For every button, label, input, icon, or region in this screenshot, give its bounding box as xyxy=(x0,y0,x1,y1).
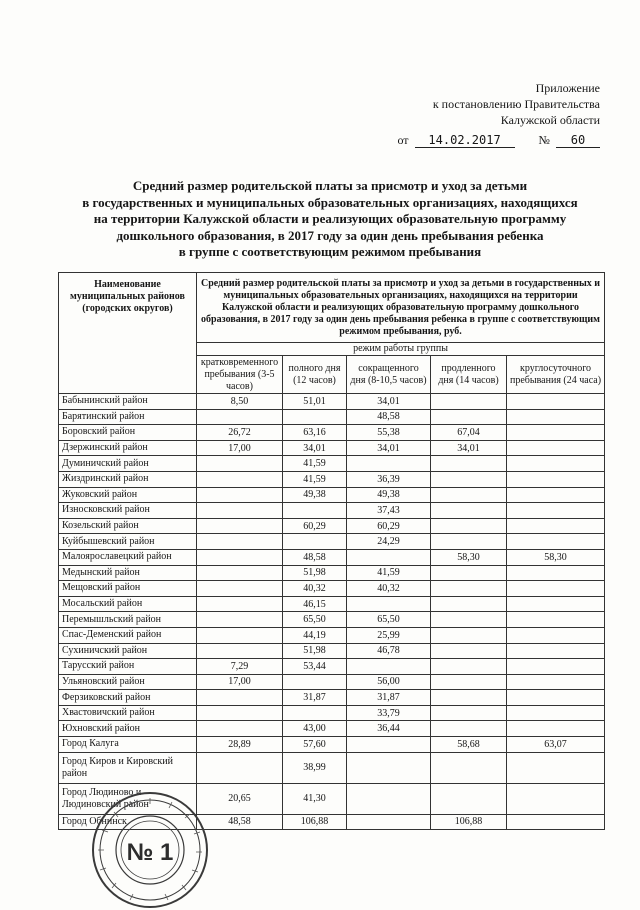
district-name-cell: Город Калуга xyxy=(59,737,197,753)
district-name-cell: Бабынинский район xyxy=(59,394,197,410)
fee-cell: 33,79 xyxy=(347,705,431,721)
district-name-cell: Город Обнинск xyxy=(59,814,197,830)
fee-cell xyxy=(431,690,507,706)
fee-cell xyxy=(197,409,283,425)
fee-cell: 65,50 xyxy=(283,612,347,628)
fee-cell xyxy=(283,705,347,721)
fee-cell: 51,98 xyxy=(283,643,347,659)
fee-cell: 38,99 xyxy=(283,752,347,783)
fee-cell xyxy=(431,581,507,597)
fee-cell xyxy=(507,659,605,675)
fee-cell xyxy=(197,503,283,519)
fees-table xyxy=(58,272,605,830)
fee-cell xyxy=(197,612,283,628)
district-name-cell: Куйбышевский район xyxy=(59,534,197,550)
fee-cell xyxy=(507,783,605,814)
table-row xyxy=(59,674,605,690)
table-row xyxy=(59,627,605,643)
fee-cell: 46,15 xyxy=(283,596,347,612)
fee-cell xyxy=(507,456,605,472)
district-name-cell: Хвастовичский район xyxy=(59,705,197,721)
district-name-cell: Ульяновский район xyxy=(59,674,197,690)
fee-cell: 49,38 xyxy=(283,487,347,503)
district-name-cell: Город Людиново и Людиновский район xyxy=(59,783,197,814)
from-label: от xyxy=(397,133,409,147)
fee-cell: 60,29 xyxy=(283,518,347,534)
table-row xyxy=(59,581,605,597)
fee-cell xyxy=(347,549,431,565)
header-col-round-the-clock: круглосуточного пребывания (24 часа) xyxy=(507,356,605,394)
fee-cell xyxy=(431,705,507,721)
table-row xyxy=(59,643,605,659)
fee-cell xyxy=(507,471,605,487)
fee-cell xyxy=(197,596,283,612)
district-name-cell: Сухиничский район xyxy=(59,643,197,659)
fee-cell xyxy=(283,503,347,519)
fee-cell: 51,98 xyxy=(283,565,347,581)
fee-cell xyxy=(283,674,347,690)
fee-cell xyxy=(197,456,283,472)
district-name-cell: Барятинский район xyxy=(59,409,197,425)
resolution-date: 14.02.2017 xyxy=(415,133,515,148)
district-name-cell: Юхновский район xyxy=(59,721,197,737)
fee-cell: 57,60 xyxy=(283,737,347,753)
fee-cell xyxy=(507,674,605,690)
fee-cell xyxy=(197,752,283,783)
header-col-extended-day: продленного дня (14 часов) xyxy=(431,356,507,394)
fee-cell xyxy=(507,690,605,706)
fee-cell: 48,58 xyxy=(347,409,431,425)
fee-cell: 49,38 xyxy=(347,487,431,503)
fee-cell xyxy=(197,565,283,581)
header-col-short-stay: кратковременного пребывания (3-5 часов) xyxy=(197,356,283,394)
fee-cell xyxy=(431,612,507,628)
fee-cell: 41,59 xyxy=(347,565,431,581)
table-row xyxy=(59,471,605,487)
district-name-cell: Перемышльский район xyxy=(59,612,197,628)
fee-cell xyxy=(507,596,605,612)
fee-cell: 34,01 xyxy=(347,440,431,456)
fee-cell: 41,59 xyxy=(283,456,347,472)
fee-cell xyxy=(431,659,507,675)
appendix-region-line: Калужской области xyxy=(500,113,600,127)
fee-cell xyxy=(507,440,605,456)
fee-cell: 17,00 xyxy=(197,440,283,456)
table-row xyxy=(59,612,605,628)
district-name-cell: Козельский район xyxy=(59,518,197,534)
fee-cell: 28,89 xyxy=(197,737,283,753)
fee-cell xyxy=(431,627,507,643)
fee-cell xyxy=(507,814,605,830)
fee-cell: 46,78 xyxy=(347,643,431,659)
fee-cell xyxy=(197,690,283,706)
table-row xyxy=(59,425,605,441)
fee-cell xyxy=(431,471,507,487)
district-name-cell: Износковский район xyxy=(59,503,197,519)
fee-cell: 17,00 xyxy=(197,674,283,690)
fee-cell xyxy=(507,409,605,425)
district-name-cell: Малоярославецкий район xyxy=(59,549,197,565)
header-district-name: Наименование муниципальных районов (городских округов) xyxy=(59,273,197,394)
header-col-reduced-day: сокращенного дня (8-10,5 часов) xyxy=(347,356,431,394)
fee-cell xyxy=(431,456,507,472)
number-label: № xyxy=(538,133,550,147)
fee-cell xyxy=(431,752,507,783)
table-row xyxy=(59,394,605,410)
fee-cell xyxy=(431,565,507,581)
fee-cell: 44,19 xyxy=(283,627,347,643)
fee-cell xyxy=(431,503,507,519)
fee-cell: 40,32 xyxy=(347,581,431,597)
table-row xyxy=(59,487,605,503)
fee-cell xyxy=(431,487,507,503)
fee-cell: 67,04 xyxy=(431,425,507,441)
resolution-number: 60 xyxy=(556,133,600,148)
fee-cell xyxy=(507,643,605,659)
fee-cell: 63,16 xyxy=(283,425,347,441)
table-row xyxy=(59,690,605,706)
header-main: Средний размер родительской платы за присмотр и уход за детьми в государственных и муниципальных образовательных организациях, находящихся на территории Калужской области и реализующих образовательную программу дошкольного образования, в 2017 году за один день пребывания ребенка в группе с соответствующим режимом пребывания, руб. xyxy=(197,273,605,343)
fee-cell xyxy=(347,456,431,472)
fee-cell xyxy=(507,752,605,783)
table-row xyxy=(59,596,605,612)
fee-cell: 55,38 xyxy=(347,425,431,441)
table-row xyxy=(59,659,605,675)
fee-cell xyxy=(347,596,431,612)
fee-cell xyxy=(431,674,507,690)
fee-cell xyxy=(507,518,605,534)
table-row xyxy=(59,534,605,550)
table-row xyxy=(59,565,605,581)
fee-cell xyxy=(507,425,605,441)
fee-cell: 34,01 xyxy=(431,440,507,456)
fee-cell: 43,00 xyxy=(283,721,347,737)
fee-cell xyxy=(197,705,283,721)
fee-cell: 58,68 xyxy=(431,737,507,753)
document-title xyxy=(60,178,600,261)
fee-cell: 58,30 xyxy=(507,549,605,565)
fee-cell: 60,29 xyxy=(347,518,431,534)
table-row xyxy=(59,737,605,753)
title-line-5: в группе с соответствующим режимом пребывания xyxy=(178,244,482,259)
fee-cell xyxy=(507,394,605,410)
fee-cell xyxy=(197,518,283,534)
seal-number: № 1 xyxy=(126,839,174,866)
fee-cell xyxy=(197,581,283,597)
fee-cell xyxy=(507,612,605,628)
appendix-label: Приложение xyxy=(535,81,600,95)
district-name-cell: Жиздринский район xyxy=(59,471,197,487)
fee-cell: 7,29 xyxy=(197,659,283,675)
table-row xyxy=(59,752,605,783)
appendix-resolution-line: к постановлению Правительства xyxy=(432,97,600,111)
fee-cell xyxy=(347,783,431,814)
fee-cell: 51,01 xyxy=(283,394,347,410)
fee-cell xyxy=(507,503,605,519)
fee-cell xyxy=(507,581,605,597)
fee-cell xyxy=(347,752,431,783)
fee-cell xyxy=(197,534,283,550)
fee-cell: 40,32 xyxy=(283,581,347,597)
district-name-cell: Ферзиковский район xyxy=(59,690,197,706)
fee-cell: 31,87 xyxy=(283,690,347,706)
fee-cell: 41,59 xyxy=(283,471,347,487)
fee-cell: 53,44 xyxy=(283,659,347,675)
fee-cell: 37,43 xyxy=(347,503,431,519)
table-row xyxy=(59,721,605,737)
table-row xyxy=(59,440,605,456)
official-seal xyxy=(90,790,210,910)
fee-cell: 8,50 xyxy=(197,394,283,410)
table-row xyxy=(59,549,605,565)
fee-cell xyxy=(197,721,283,737)
table-row xyxy=(59,456,605,472)
fee-cell xyxy=(431,409,507,425)
fee-cell xyxy=(507,565,605,581)
fee-cell: 106,88 xyxy=(283,814,347,830)
fee-cell xyxy=(283,534,347,550)
district-name-cell: Думиничский район xyxy=(59,456,197,472)
fee-cell: 34,01 xyxy=(283,440,347,456)
district-name-cell: Спас-Деменский район xyxy=(59,627,197,643)
fee-cell xyxy=(347,814,431,830)
table-row xyxy=(59,503,605,519)
fee-cell: 41,30 xyxy=(283,783,347,814)
fee-cell xyxy=(431,534,507,550)
district-name-cell: Мещовский район xyxy=(59,581,197,597)
fee-cell: 36,44 xyxy=(347,721,431,737)
fee-cell xyxy=(431,721,507,737)
fee-cell xyxy=(197,487,283,503)
fee-cell: 63,07 xyxy=(507,737,605,753)
fee-cell xyxy=(507,705,605,721)
fee-cell xyxy=(507,534,605,550)
title-line-1: Средний размер родительской платы за присмотр и уход за детьми xyxy=(132,178,528,193)
fee-cell: 24,29 xyxy=(347,534,431,550)
district-name-cell: Город Киров и Кировский район xyxy=(59,752,197,783)
fee-cell xyxy=(197,549,283,565)
table-body xyxy=(59,394,605,830)
fee-cell: 26,72 xyxy=(197,425,283,441)
fee-cell xyxy=(507,487,605,503)
fee-cell: 65,50 xyxy=(347,612,431,628)
table-row xyxy=(59,705,605,721)
district-name-cell: Боровский район xyxy=(59,425,197,441)
fee-cell: 34,01 xyxy=(347,394,431,410)
fee-cell xyxy=(431,783,507,814)
fee-cell xyxy=(507,627,605,643)
fee-cell: 25,99 xyxy=(347,627,431,643)
fee-cell xyxy=(197,627,283,643)
header-regime: режим работы группы xyxy=(197,343,605,356)
fee-cell xyxy=(431,596,507,612)
fee-cell: 48,58 xyxy=(283,549,347,565)
fee-cell xyxy=(283,409,347,425)
fee-cell: 48,58 xyxy=(197,814,283,830)
fee-cell: 31,87 xyxy=(347,690,431,706)
district-name-cell: Мосальский район xyxy=(59,596,197,612)
fee-cell xyxy=(431,518,507,534)
header-col-full-day: полного дня (12 часов) xyxy=(283,356,347,394)
fee-cell: 36,39 xyxy=(347,471,431,487)
title-line-2: в государственных и муниципальных образовательных организациях, находящихся xyxy=(82,194,578,210)
fee-cell xyxy=(431,394,507,410)
fee-cell xyxy=(347,659,431,675)
fee-cell xyxy=(197,643,283,659)
table-row xyxy=(59,409,605,425)
fee-cell xyxy=(197,471,283,487)
appendix-date-number xyxy=(380,132,600,148)
district-name-cell: Жуковский район xyxy=(59,487,197,503)
fee-cell xyxy=(347,737,431,753)
district-name-cell: Медынский район xyxy=(59,565,197,581)
fee-cell: 56,00 xyxy=(347,674,431,690)
fee-cell: 106,88 xyxy=(431,814,507,830)
district-name-cell: Тарусский район xyxy=(59,659,197,675)
district-name-cell: Дзержинский район xyxy=(59,440,197,456)
table-row xyxy=(59,518,605,534)
appendix-block xyxy=(380,80,600,148)
fee-cell: 58,30 xyxy=(431,549,507,565)
fee-cell: 20,65 xyxy=(197,783,283,814)
title-line-4: дошкольного образования, в 2017 году за один день пребывания ребенка xyxy=(116,227,544,243)
fee-cell xyxy=(507,721,605,737)
fee-cell xyxy=(431,643,507,659)
title-line-3: на территории Калужской области и реализующих образовательную программу xyxy=(93,211,567,226)
